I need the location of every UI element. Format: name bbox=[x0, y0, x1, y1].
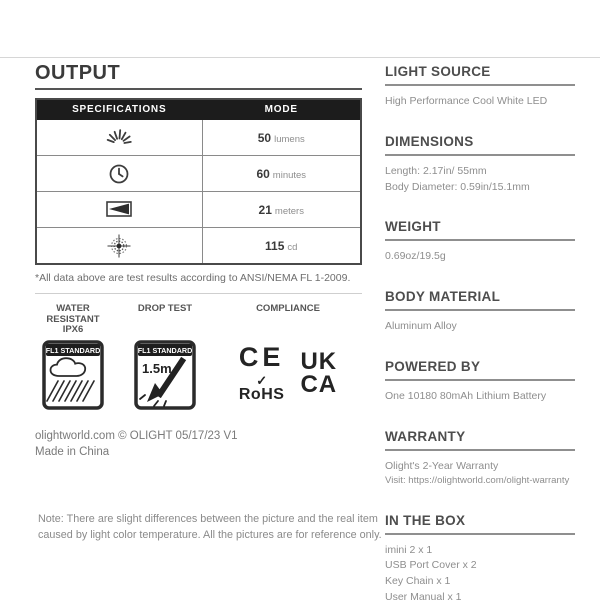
value-cell bbox=[202, 156, 361, 192]
water-resistant-group bbox=[35, 304, 111, 410]
table-row bbox=[36, 228, 361, 265]
runtime-clock-icon bbox=[36, 156, 202, 192]
drop-test-label: DROP TEST bbox=[137, 303, 193, 314]
section-warranty bbox=[385, 429, 575, 489]
table-row bbox=[36, 120, 361, 156]
brightness-icon bbox=[36, 120, 202, 156]
intensity-value: 115 bbox=[265, 238, 285, 253]
rohs-check-icon: ✓ bbox=[256, 373, 268, 388]
svg-text:FL1 STANDARD: FL1 STANDARD bbox=[45, 346, 101, 355]
beam-intensity-icon bbox=[36, 228, 202, 265]
box-item: Key Chain x 1 bbox=[385, 575, 451, 588]
ukca-line: CA bbox=[300, 370, 338, 398]
section-title: IN THE BOX bbox=[385, 513, 575, 535]
ukca-line: UK bbox=[300, 348, 338, 376]
water-label-line: IPX6 bbox=[62, 324, 84, 336]
section-light-source bbox=[385, 64, 575, 110]
rohs-mark: RoHS bbox=[238, 386, 285, 403]
table-row bbox=[36, 192, 361, 228]
section-line: One 10180 80mAh Lithium Battery bbox=[385, 389, 547, 402]
runtime-unit: minutes bbox=[272, 169, 307, 181]
box-item: imini 2 x 1 bbox=[385, 543, 433, 556]
section-divider bbox=[35, 293, 362, 294]
distance-value: 21 bbox=[258, 202, 272, 217]
section-powered-by bbox=[385, 359, 575, 405]
section-title: WEIGHT bbox=[385, 219, 575, 241]
section-title: DIMENSIONS bbox=[385, 134, 575, 156]
compliance-group bbox=[213, 304, 363, 404]
svg-text:1.5m: 1.5m bbox=[142, 361, 172, 376]
ukca-mark-icon bbox=[300, 348, 338, 398]
water-resistant-label bbox=[35, 304, 111, 340]
value-cell bbox=[202, 192, 361, 228]
value-cell bbox=[202, 120, 361, 156]
section-line: Body Diameter: 0.59in/15.1mm bbox=[385, 180, 530, 193]
section-title: POWERED BY bbox=[385, 359, 575, 381]
section-line: 0.69oz/19.5g bbox=[385, 250, 446, 263]
section-weight bbox=[385, 219, 575, 265]
note-line: caused by light color temperature. All the pictures are for reference only. bbox=[38, 528, 382, 541]
box-item: User Manual x 1 bbox=[385, 590, 462, 600]
section-line: Olight's 2-Year Warranty bbox=[385, 459, 499, 472]
water-label-line: WATER bbox=[56, 303, 90, 314]
ipx6-water-badge-icon bbox=[42, 340, 104, 410]
drop-test-badge-icon bbox=[134, 340, 196, 410]
section-title: BODY MATERIAL bbox=[385, 289, 575, 311]
svg-text:FL1 STANDARD: FL1 STANDARD bbox=[137, 346, 193, 355]
intensity-unit: cd bbox=[287, 241, 298, 253]
output-spec-table bbox=[35, 98, 362, 265]
drop-test-group bbox=[127, 304, 203, 410]
distance-unit: meters bbox=[274, 205, 304, 217]
ansi-footnote: *All data above are test results according to ANSI/NEMA FL 1-2009. bbox=[35, 272, 351, 284]
copyright-block bbox=[35, 428, 362, 460]
section-in-the-box bbox=[385, 513, 575, 600]
note-line: Note: There are slight differences between the picture and the real item bbox=[38, 513, 378, 525]
runtime-value: 60 bbox=[256, 166, 270, 181]
water-label-line: RESISTANT bbox=[46, 313, 100, 325]
details-column bbox=[385, 64, 575, 600]
ce-rohs-stack bbox=[239, 344, 285, 404]
beam-distance-icon bbox=[36, 192, 202, 228]
certification-badges bbox=[35, 304, 362, 420]
section-line: Aluminum Alloy bbox=[385, 320, 457, 332]
top-divider bbox=[0, 57, 600, 58]
column-header-mode: MODE bbox=[202, 99, 361, 120]
made-in-line: Made in China bbox=[35, 446, 110, 459]
box-item: USB Port Cover x 2 bbox=[385, 559, 477, 572]
table-row bbox=[36, 156, 361, 192]
section-title: LIGHT SOURCE bbox=[385, 64, 575, 86]
brightness-value: 50 bbox=[257, 130, 272, 145]
ce-mark-icon: CE bbox=[238, 342, 285, 372]
section-line: Length: 2.17in/ 55mm bbox=[385, 164, 487, 177]
compliance-marks bbox=[213, 344, 363, 404]
copyright-line: olightworld.com © OLIGHT 05/17/23 V1 bbox=[35, 430, 238, 442]
brightness-unit: lumens bbox=[274, 133, 305, 145]
column-header-specifications: SPECIFICATIONS bbox=[36, 99, 202, 120]
section-line: High Performance Cool White LED bbox=[385, 95, 548, 107]
section-dimensions bbox=[385, 134, 575, 196]
value-cell bbox=[202, 228, 361, 265]
output-column bbox=[35, 62, 382, 541]
section-body-material bbox=[385, 289, 575, 335]
section-title: WARRANTY bbox=[385, 429, 575, 451]
warranty-url: Visit: https://olightworld.com/olight-warranty bbox=[385, 475, 570, 487]
output-title: OUTPUT bbox=[35, 62, 362, 90]
compliance-label: COMPLIANCE bbox=[256, 303, 320, 314]
disclaimer-note bbox=[38, 512, 383, 543]
table-header-row bbox=[36, 99, 361, 120]
